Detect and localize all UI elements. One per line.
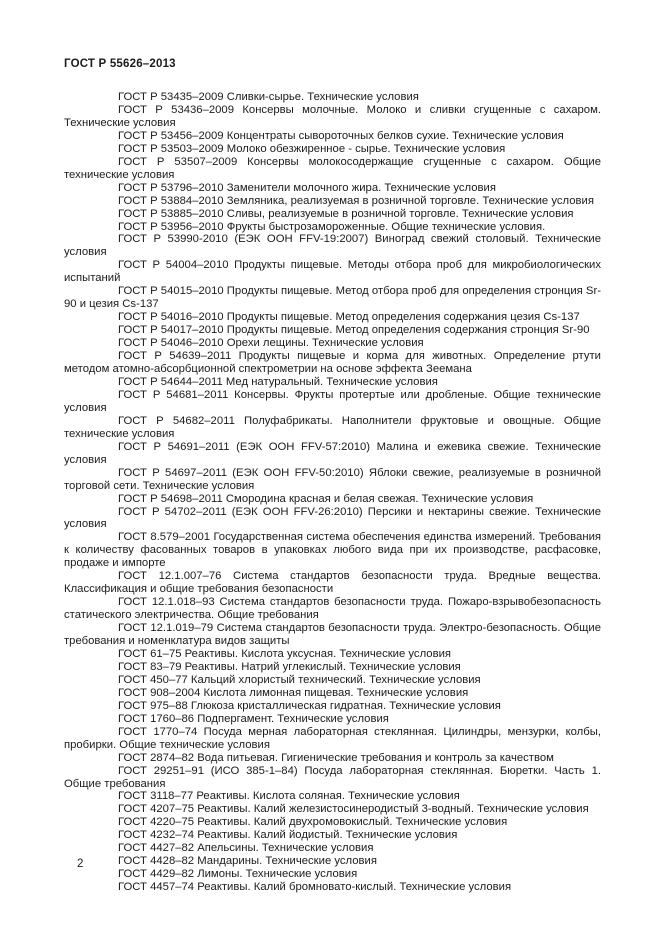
standard-reference: ГОСТ Р 54639–2011 Продукты пищевые и корма для животных. Определение ртути методом атомно-абсорбционной спектрометрии на основе эффекта Зеемана: [64, 350, 601, 376]
standard-reference: ГОСТ 8.579–2001 Государственная система обеспечения единства измерений. Требования к количеству фасованных товаров в упаковках любого вида при их производстве, расфасовке, продаже и импорте: [64, 531, 601, 570]
standard-reference: ГОСТ 4232–74 Реактивы. Калий йодистый. Технические условия: [118, 829, 458, 842]
page-number: 2: [77, 858, 84, 870]
standard-reference: ГОСТ Р 53956–2010 Фрукты быстрозамороженные. Общие технические условия.: [118, 220, 546, 233]
standard-reference: ГОСТ Р 53436–2009 Консервы молочные. Молоко и сливки сгущенные с сахаром. Технические условия: [64, 103, 601, 129]
standard-reference: ГОСТ 12.1.018–93 Система стандартов безопасности труда. Пожаро-взрывобезопасность статического электричества. Общие требования: [64, 596, 601, 622]
standard-reference: ГОСТ 4220–75 Реактивы. Калий двухромовокислый. Технические условия: [118, 816, 508, 829]
standard-reference: ГОСТ 3118–77 Реактивы. Кислота соляная. Технические условия: [118, 790, 460, 803]
standard-reference: ГОСТ Р 53507–2009 Консервы молокосодержащие сгущенные с сахаром. Общие технические условия: [64, 155, 601, 181]
standard-reference: ГОСТ 12.1.007–76 Система стандартов безопасности труда. Вредные вещества. Классификация и общие требования безопасности: [64, 570, 601, 596]
standard-reference: ГОСТ 4429–82 Лимоны. Технические условия: [118, 868, 358, 881]
standard-reference: ГОСТ 4207–75 Реактивы. Калий железистосинеродистый 3-водный. Технические условия: [118, 803, 589, 816]
standard-reference: ГОСТ Р 54017–2010 Продукты пищевые. Метод определения содержания стронция Sr-90: [118, 324, 590, 337]
standard-reference: ГОСТ 1770–74 Посуда мерная лабораторная стеклянная. Цилиндры, мензурки, колбы, пробирки. Общие технические условия: [64, 725, 601, 751]
standard-reference: ГОСТ Р 53884–2010 Земляника, реализуемая в розничной торговле. Технические условия: [118, 194, 594, 207]
standard-reference: ГОСТ Р 54015–2010 Продукты пищевые. Метод отбора проб для определения стронция Sr-90 и цезия Cs-137: [64, 285, 601, 311]
standard-reference: ГОСТ 4428–82 Мандарины. Технические условия: [118, 855, 377, 868]
standard-reference: ГОСТ Р 53435–2009 Сливки-сырье. Технические условия: [118, 91, 419, 103]
standard-reference: ГОСТ Р 53796–2010 Заменители молочного жира. Технические условия: [118, 181, 496, 194]
standard-reference: ГОСТ 12.1.019–79 Система стандартов безопасности труда. Электро-безопасность. Общие требования и номенклатура видов защиты: [64, 622, 601, 648]
standard-reference: ГОСТ Р 53990-2010 (ЕЭК ООН FFV-19:2007) Виноград свежий столовый. Технические условия: [64, 233, 601, 259]
standard-reference: ГОСТ 83–79 Реактивы. Натрий углекислый. Технические условия: [118, 660, 461, 673]
standard-reference: ГОСТ Р 53503–2009 Молоко обезжиренное - сырье. Технические условия: [118, 142, 506, 155]
standard-reference: ГОСТ 450–77 Кальций хлористый технический. Технические условия: [118, 673, 481, 686]
standard-reference: ГОСТ Р 53456–2009 Концентраты сывороточных белков сухие. Технические условия: [118, 129, 564, 142]
standards-list: [64, 91, 601, 894]
standard-reference: ГОСТ 908–2004 Кислота лимонная пищевая. Технические условия: [118, 686, 469, 699]
standard-reference: ГОСТ Р 54681–2011 Консервы. Фрукты протертые или дробленые. Общие технические условия: [64, 388, 601, 414]
standard-reference: ГОСТ 29251–91 (ИСО 385-1–84) Посуда лабораторная стеклянная. Бюретки. Часть 1. Общие требования: [64, 764, 601, 790]
standard-reference: ГОСТ 4457–74 Реактивы. Калий бромновато-кислый. Технические условия: [118, 881, 512, 894]
standard-reference: ГОСТ 975–88 Глюкоза кристаллическая гидратная. Технические условия: [118, 699, 501, 712]
standard-reference: ГОСТ Р 54682–2011 Полуфабрикаты. Наполнители фруктовые и овощные. Общие технические условия: [64, 414, 601, 440]
standard-reference: ГОСТ Р 54702–2011 (ЕЭК ООН FFV-26:2010) Персики и нектарины свежие. Технические условия: [64, 505, 601, 531]
standard-reference: ГОСТ Р 54016–2010 Продукты пищевые. Метод определения содержания цезия Cs-137: [118, 311, 580, 324]
standard-reference: ГОСТ 2874–82 Вода питьевая. Гигиенические требования и контроль за качеством: [118, 751, 554, 764]
standard-reference: ГОСТ Р 54046–2010 Орехи лещины. Технические условия: [118, 337, 424, 350]
standard-reference: ГОСТ Р 54004–2010 Продукты пищевые. Методы отбора проб для микробиологических испытаний: [64, 259, 601, 285]
standard-reference: ГОСТ 4427–82 Апельсины. Технические условия: [118, 842, 374, 855]
standard-reference: ГОСТ Р 53885–2010 Сливы, реализуемые в розничной торговле. Технические условия: [118, 207, 574, 220]
document-header: ГОСТ Р 55626–2013: [64, 58, 176, 70]
standard-reference: ГОСТ 1760–86 Подпергамент. Технические условия: [118, 712, 389, 725]
standard-reference: ГОСТ Р 54697–2011 (ЕЭК ООН FFV-50:2010) Яблоки свежие, реализуемые в розничной торговой сети. Технические условия: [64, 466, 601, 492]
standard-reference: ГОСТ Р 54698–2011 Смородина красная и белая свежая. Технические условия: [118, 492, 534, 505]
standard-reference: ГОСТ 61–75 Реактивы. Кислота уксусная. Технические условия: [118, 647, 452, 660]
standard-reference: ГОСТ Р 54644–2011 Мед натуральный. Технические условия: [118, 375, 438, 388]
standard-reference: ГОСТ Р 54691–2011 (ЕЭК ООН FFV-57:2010) Малина и ежевика свежие. Технические условия: [64, 440, 601, 466]
